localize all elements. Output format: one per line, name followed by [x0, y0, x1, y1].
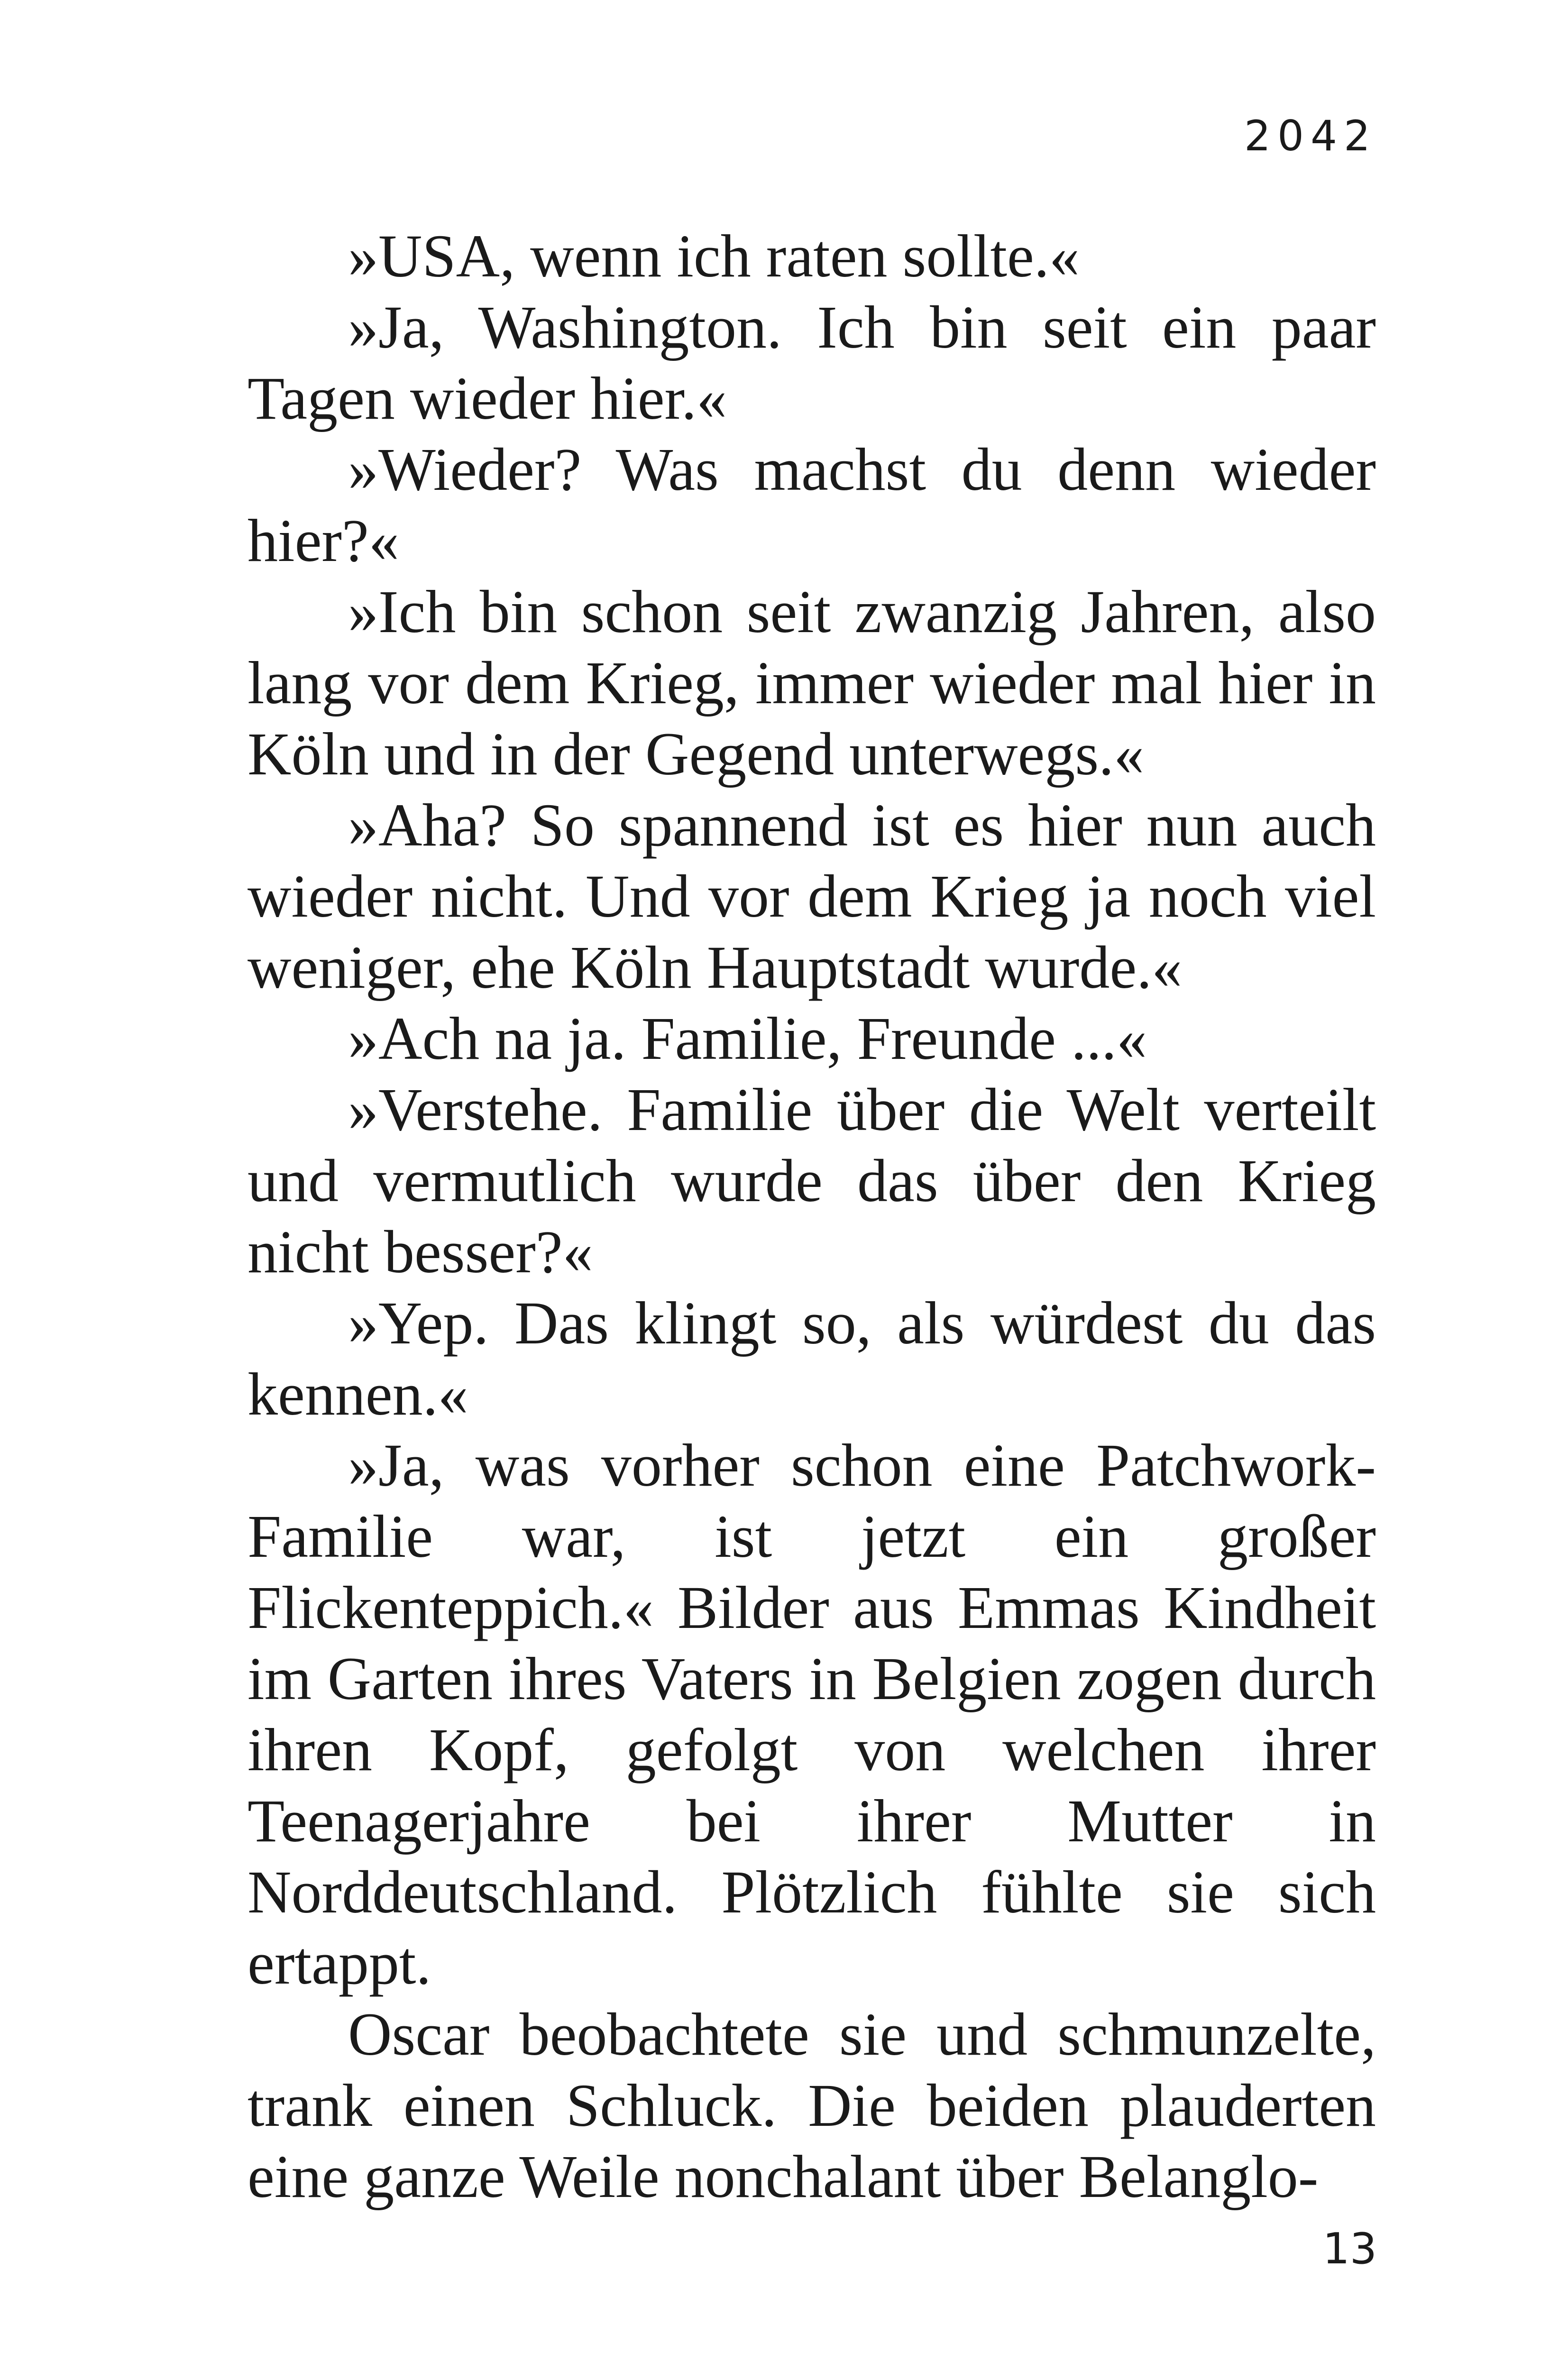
paragraph: »Aha? So spannend ist es hier nun auch wieder nicht. Und vor dem Krieg ja noch viel weniger, ehe Köln Hauptstadt wurde.«	[248, 791, 1376, 1001]
running-head: 2042	[1244, 111, 1377, 160]
paragraph: »USA, wenn ich raten sollte.«	[348, 222, 1080, 290]
text-block	[248, 221, 1376, 2212]
paragraph: »Ich bin schon seit zwanzig Jahren, also lang vor dem Krieg, immer wieder mal hier in Köln und in der Gegend unterwegs.«	[248, 578, 1376, 788]
paragraph: »Ja, Washington. Ich bin seit ein paar Tagen wieder hier.«	[248, 294, 1376, 432]
page-number: 13	[1322, 2224, 1377, 2274]
paragraph: »Yep. Das klingt so, als würdest du das kennen.«	[248, 1289, 1376, 1428]
paragraph: »Verstehe. Familie über die Welt verteilt und vermutlich wurde das über den Krieg nicht besser?«	[248, 1076, 1376, 1286]
paragraph: »Wieder? Was machst du denn wieder hier?«	[248, 436, 1376, 574]
paragraph: »Ja, was vorher schon eine Patchwork-Familie war, ist jetzt ein großer Flickenteppich.« Bilder aus Emmas Kindheit im Garten ihres Vaters in Belgien zogen durch ihren Kopf, gefolgt von welchen ihrer Teenagerjahre bei ihrer Mutter in Norddeutschland. Plötzlich fühlte sie sich ertappt.	[248, 1432, 1376, 1997]
paragraph: »Ach na ja. Familie, Freunde ...«	[348, 1005, 1147, 1072]
paragraph: Oscar beobachtete sie und schmunzelte, trank einen Schluck. Die beiden plauderten eine ganze Weile nonchalant über Belanglo-	[248, 2001, 1376, 2210]
